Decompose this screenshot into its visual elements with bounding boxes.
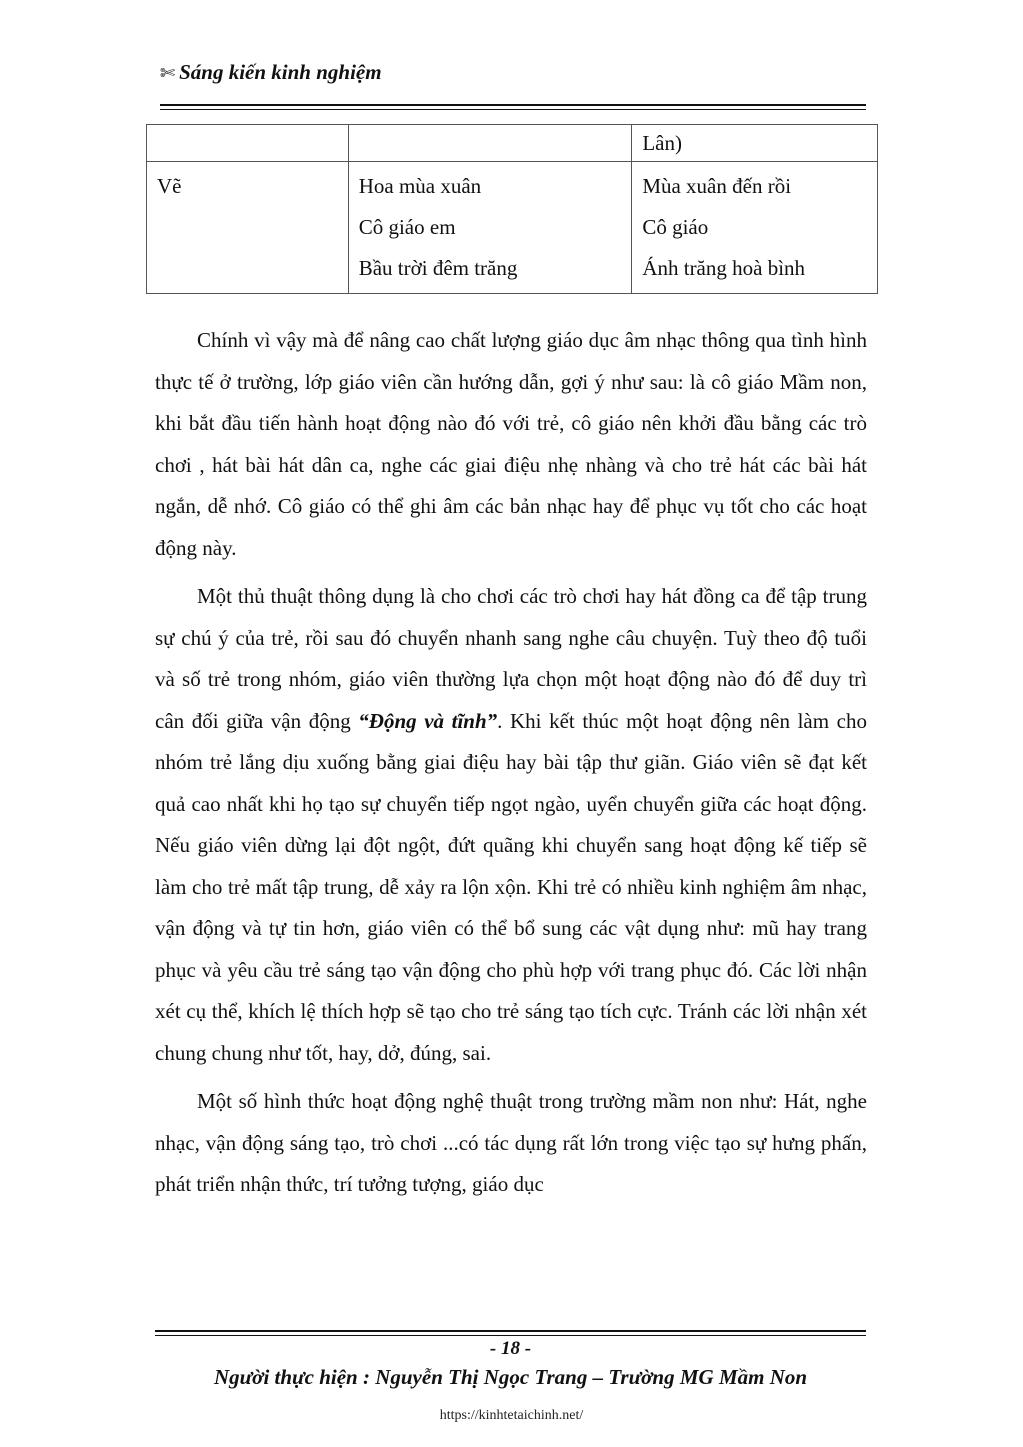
cell-text: Hoa mùa xuân [358,174,482,198]
table-cell [632,125,878,162]
paragraph-1: Chính vì vậy mà để nâng cao chất lượng giáo dục âm nhạc thông qua tình hình thực tế ở trường, lớp giáo viên cần hướng dẫn, gợi ý như sau: là cô giáo Mầm non, khi bắt đầu tiến hành hoạt động nào đó với trẻ, cô giáo nên khởi đầu bằng các trò chơi , hát bài hát dân ca, nghe các giai điệu nhẹ nhàng và cho trẻ hát các bài hát ngắn, dễ nhớ. Cô giáo có thể ghi âm các bản nhạc hay để phục vụ tốt cho các hoạt động này. [155,328,867,560]
cell-text: Vẽ [157,174,182,198]
table-cell [147,125,349,162]
page-footer [155,1330,866,1390]
header-divider [160,104,866,110]
emphasis-dong-va-tinh: “Động và tĩnh” [358,708,498,733]
table-cell [632,162,878,294]
author-line: Người thực hiện : Nguyễn Thị Ngọc Trang – Trường MG Mầm Non [213,1365,808,1389]
table-cell [147,162,349,294]
cell-text: Cô giáo em [358,215,456,239]
cell-text: Lân) [642,131,682,155]
paragraph-2-text-end: . Khi kết thúc một hoạt động nên làm cho nhóm trẻ lắng dịu xuống bằng giai điệu hay bài tập thư giãn. Giáo viên sẽ đạt kết quả cao nhất khi họ tạo sự chuyển tiếp ngọt ngào, uyển chuyển giữa các hoạt động. Nếu giáo viên dừng lại đột ngột, đứt quãng khi chuyển sang hoạt động kế tiếp sẽ làm cho trẻ mất tập trung, dễ xảy ra lộn xộn. Khi trẻ có nhiều kinh nghiệm âm nhạc, vận động và tự tin hơn, giáo viên có thể bổ sung các vật dụng như: mũ hay trang phục và yêu cầu trẻ sáng tạo vận động cho phù hợp với trang phục đó. Các lời nhận xét cụ thể, khích lệ thích hợp sẽ tạo cho trẻ sáng tạo tích cực. Tránh các lời nhận xét chung chung như tốt, hay, dở, đúng, sai. [155,708,867,1065]
table-row [147,125,878,162]
paragraph-3: Một số hình thức hoạt động nghệ thuật trong trường mầm non như: Hát, nghe nhạc, vận động sáng tạo, trò chơi ...có tác dụng rất lớn trong việc tạo sự hưng phấn, phát triển nhận thức, trí tưởng tượng, giáo dục [155,1089,867,1196]
header-title-row [160,60,866,85]
cell-text: Mùa xuân đến rồi [642,174,792,198]
table-cell [348,125,632,162]
scissors-icon: ✄ [160,62,176,83]
activities-table [146,124,878,294]
table-row [147,162,878,294]
paragraph-2-text: Một thủ thuật thông dụng là cho chơi các trò chơi hay hát đồng ca để tập trung sự chú ý của trẻ, rồi sau đó chuyển nhanh sang nghe câu chuyện. Tuỳ theo độ tuổi và số trẻ trong nhóm, giáo viên thường lựa chọn một hoạt động nào đó để duy trì cân đối giữa vận động [155,584,867,733]
source-url: https://kinhtetaichinh.net/ [439,1408,584,1423]
body-text [155,320,867,1213]
cell-text: Bầu trời đêm trăng [358,256,518,280]
table-cell [348,162,632,294]
cell-text: Ánh trăng hoà bình [642,256,806,280]
cell-text: Cô giáo [642,215,709,239]
paragraph-2 [155,576,867,1074]
header-title: Sáng kiến kinh nghiệm [179,60,382,84]
page-number: - 18 - [489,1338,532,1359]
page-header [160,60,866,85]
footer-divider [155,1330,866,1336]
